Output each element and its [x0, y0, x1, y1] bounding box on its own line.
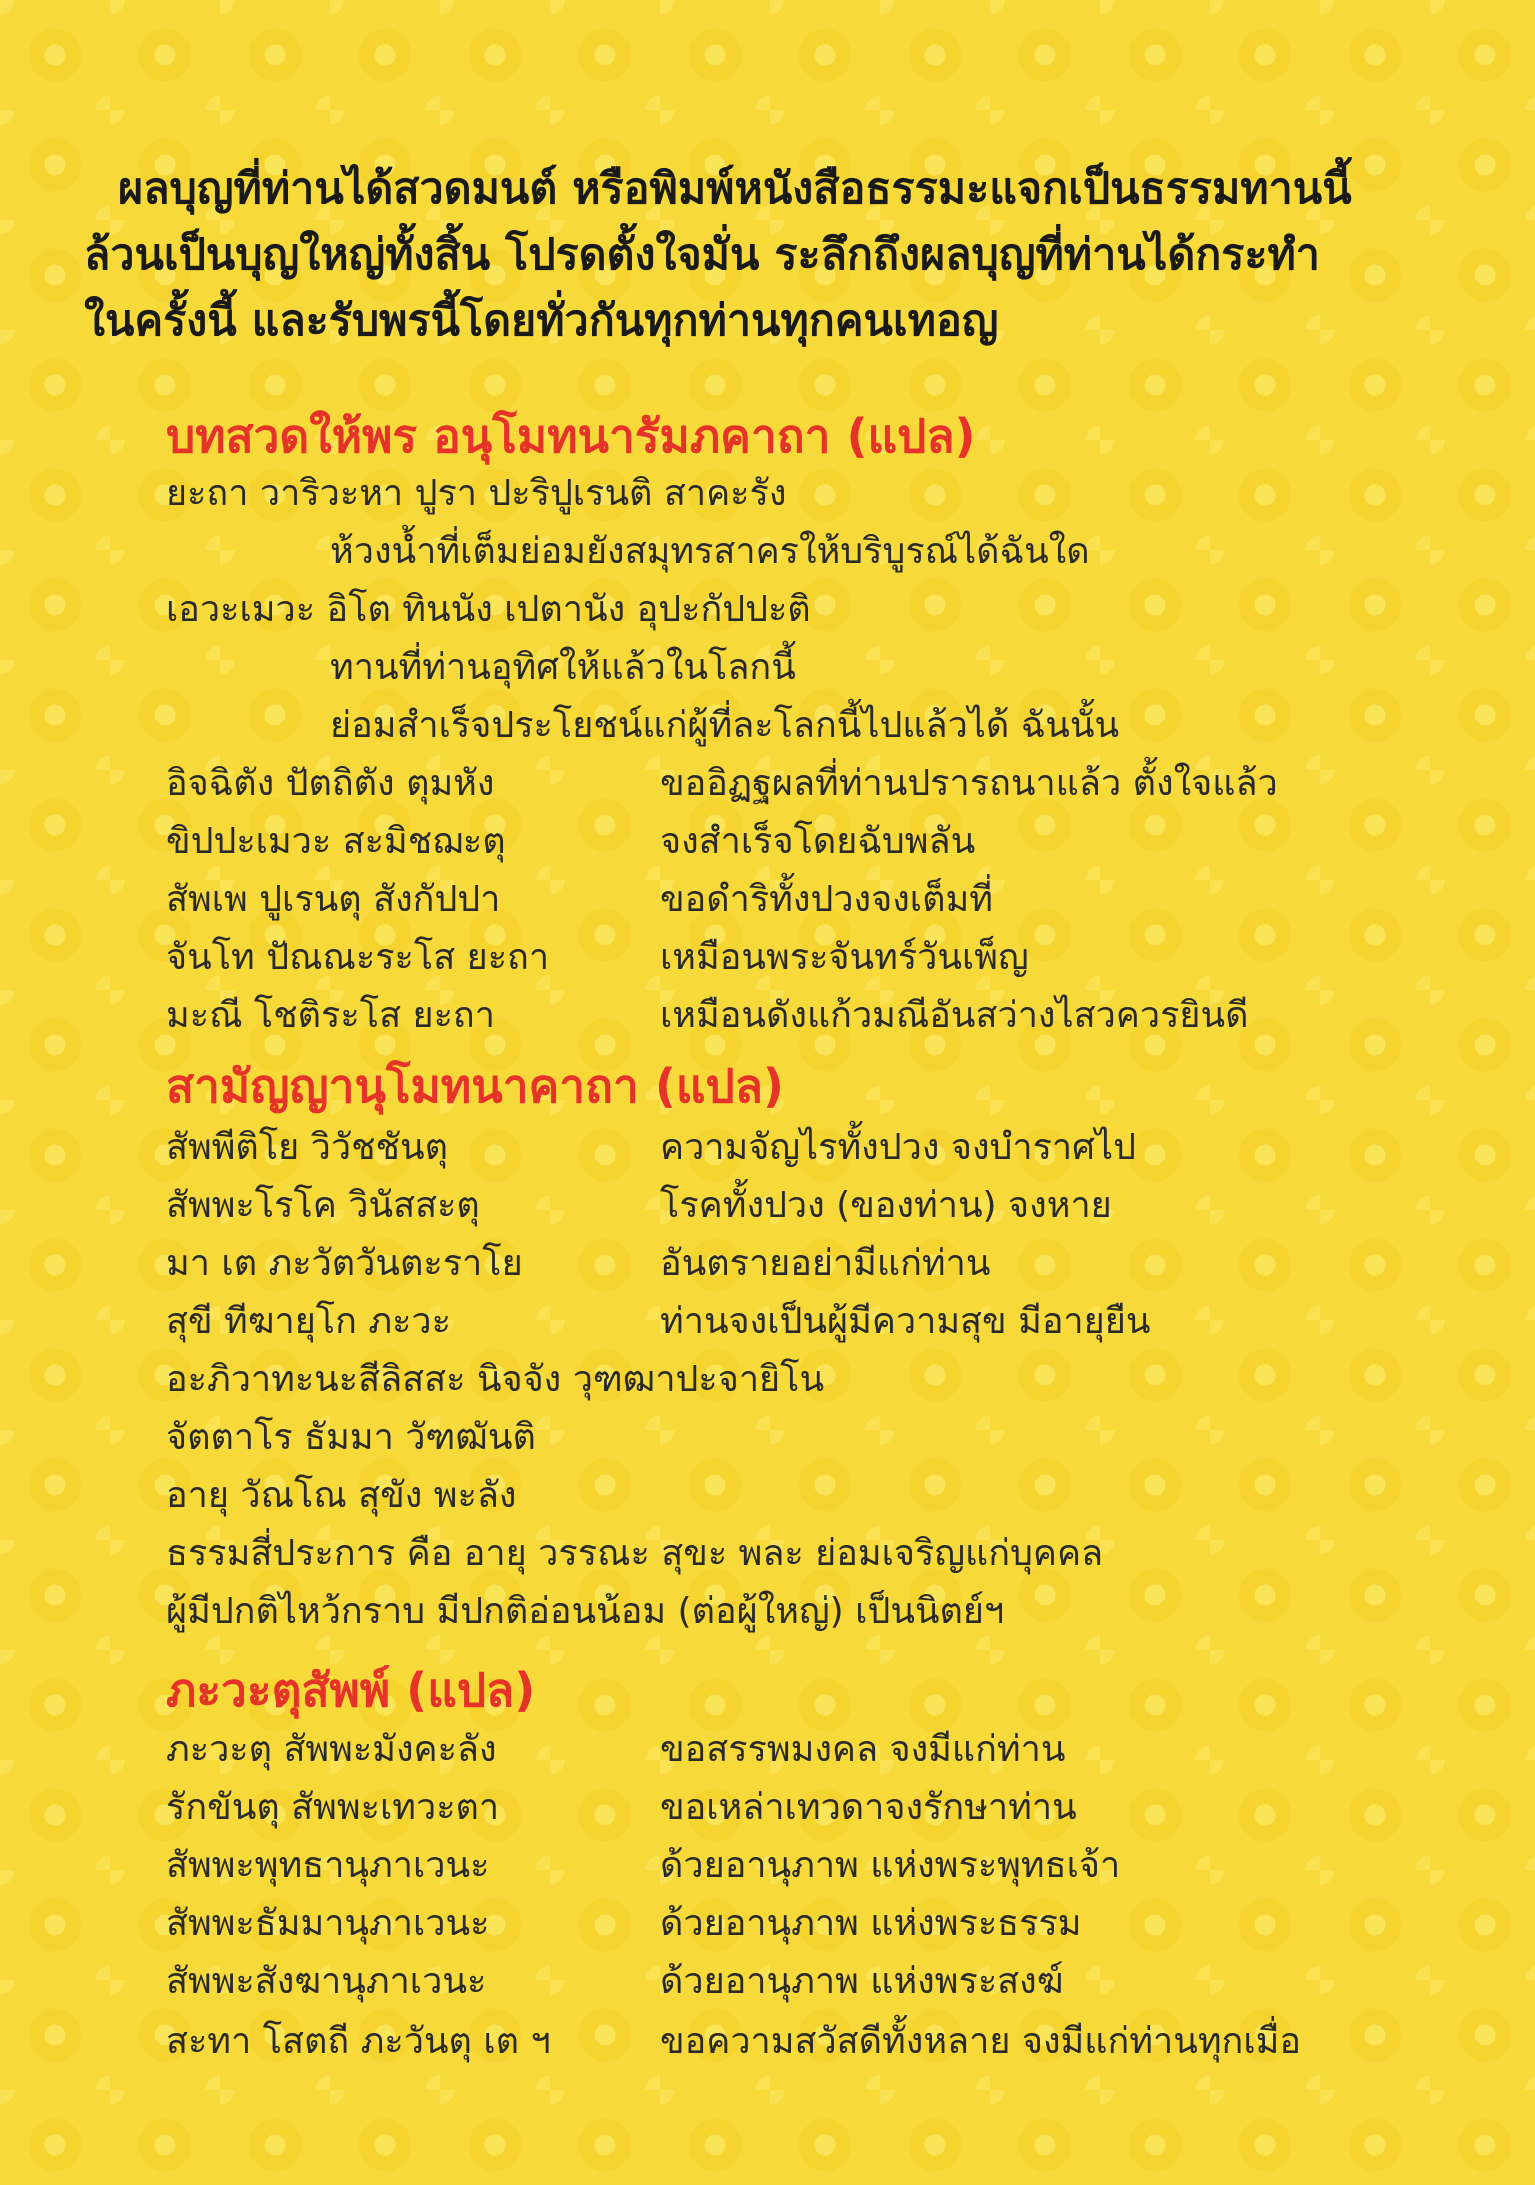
section1-thai-1: ขออิฏฐผลที่ท่านปรารถนาแล้ว ตั้งใจแล้ว [660, 763, 1278, 804]
section3-pali-3: สัพพะพุทธานุภาเวนะ [166, 1845, 490, 1886]
section1-thai-3: ขอดำริทั้งปวงจงเต็มที่ [660, 879, 993, 920]
section3-thai-4: ด้วยอานุภาพ แห่งพระธรรม [660, 1903, 1082, 1944]
section2-pali-1: สัพพีติโย วิวัชชันตุ [166, 1127, 448, 1168]
section2-line-4: ธรรมสี่ประการ คือ อายุ วรรณะ สุขะ พละ ย่อมเจริญแก่บุคคล [166, 1533, 1104, 1574]
section3-thai-6: ขอความสวัสดีทั้งหลาย จงมีแก่ท่านทุกเมื่อ [660, 2021, 1302, 2062]
intro-line-3: ในครั้งนี้ และรับพรนี้โดยทั่วกันทุกท่านทุกคนเทอญ [84, 296, 999, 346]
section2-thai-4: ท่านจงเป็นผู้มีความสุข มีอายุยืน [660, 1301, 1151, 1342]
section2-line-2: จัตตาโร ธัมมา วัฑฒันติ [166, 1417, 536, 1458]
section1-thai-2: จงสำเร็จโดยฉับพลัน [660, 821, 976, 862]
intro-line-1: ผลบุญที่ท่านได้สวดมนต์ หรือพิมพ์หนังสือธรรมะแจกเป็นธรรมทานนี้ [118, 164, 1352, 214]
section2-thai-3: อันตรายอย่ามีแก่ท่าน [660, 1243, 991, 1284]
intro-line-2: ล้วนเป็นบุญใหญ่ทั้งสิ้น โปรดตั้งใจมั่น ระลึกถึงผลบุญที่ท่านได้กระทำ [84, 230, 1320, 280]
section2-thai-1: ความจัญไรทั้งปวง จงบำราศไป [660, 1127, 1136, 1168]
section1-line-1: ยะถา วาริวะหา ปูรา ปะริปูเรนติ สาคะรัง [166, 473, 787, 514]
section1-pali-5: มะณี โชติระโส ยะถา [166, 995, 495, 1036]
section1-line-5: ย่อมสำเร็จประโยชน์แก่ผู้ที่ละโลกนี้ไปแล้วได้ ฉันนั้น [330, 705, 1120, 746]
section1-thai-5: เหมือนดังแก้วมณีอันสว่างไสวควรยินดี [660, 995, 1249, 1036]
section1-line-2: ห้วงน้ำที่เต็มย่อมยังสมุทรสาครให้บริบูรณ์ได้ฉันใด [330, 531, 1090, 572]
section3-pali-4: สัพพะธัมมานุภาเวนะ [166, 1903, 490, 1944]
section3-pali-6: สะทา โสตถี ภะวันตุ เต ฯ [166, 2021, 551, 2062]
section1-title: บทสวดให้พร อนุโมทนารัมภคาถา (แปล) [166, 409, 976, 463]
section3-title: ภะวะตุสัพพ์ (แปล) [166, 1663, 536, 1717]
section2-pali-2: สัพพะโรโค วินัสสะตุ [166, 1185, 480, 1226]
section2-thai-2: โรคทั้งปวง (ของท่าน) จงหาย [660, 1185, 1112, 1226]
section1-pali-1: อิจฉิตัง ปัตถิตัง ตุมหัง [166, 763, 495, 804]
section1-pali-2: ขิปปะเมวะ สะมิชฌะตุ [166, 821, 506, 862]
section1-line-3: เอวะเมวะ อิโต ทินนัง เปตานัง อุปะกัปปะติ [166, 589, 811, 630]
section3-thai-2: ขอเหล่าเทวดาจงรักษาท่าน [660, 1787, 1077, 1828]
section2-pali-3: มา เต ภะวัตวันตะราโย [166, 1243, 523, 1284]
section2-line-3: อายุ วัณโณ สุขัง พะลัง [166, 1475, 517, 1516]
section3-pali-2: รักขันตุ สัพพะเทวะตา [166, 1787, 500, 1828]
section2-line-5: ผู้มีปกติไหว้กราบ มีปกติอ่อนน้อม (ต่อผู้ใหญ่) เป็นนิตย์ฯ [166, 1591, 1005, 1632]
section2-title: สามัญญานุโมทนาคาถา (แปล) [166, 1059, 784, 1113]
section1-line-4: ทานที่ท่านอุทิศให้แล้วในโลกนี้ [330, 647, 796, 688]
section3-thai-1: ขอสรรพมงคล จงมีแก่ท่าน [660, 1729, 1066, 1770]
section3-thai-5: ด้วยอานุภาพ แห่งพระสงฆ์ [660, 1961, 1064, 2002]
section1-thai-4: เหมือนพระจันทร์วันเพ็ญ [660, 937, 1029, 978]
section1-pali-4: จันโท ปัณณะระโส ยะถา [166, 937, 550, 978]
section3-pali-5: สัพพะสังฆานุภาเวนะ [166, 1961, 487, 2002]
section2-pali-4: สุขี ทีฆายุโก ภะวะ [166, 1301, 451, 1342]
section1-pali-3: สัพเพ ปูเรนตุ สังกัปปา [166, 879, 501, 920]
merit-intro-paragraph [84, 156, 1484, 354]
section3-pali-1: ภะวะตุ สัพพะมังคะลัง [166, 1729, 497, 1770]
section2-line-1: อะภิวาทะนะสีลิสสะ นิจจัง วุฑฒาปะจายิโน [166, 1359, 825, 1400]
section3-thai-3: ด้วยอานุภาพ แห่งพระพุทธเจ้า [660, 1845, 1121, 1886]
